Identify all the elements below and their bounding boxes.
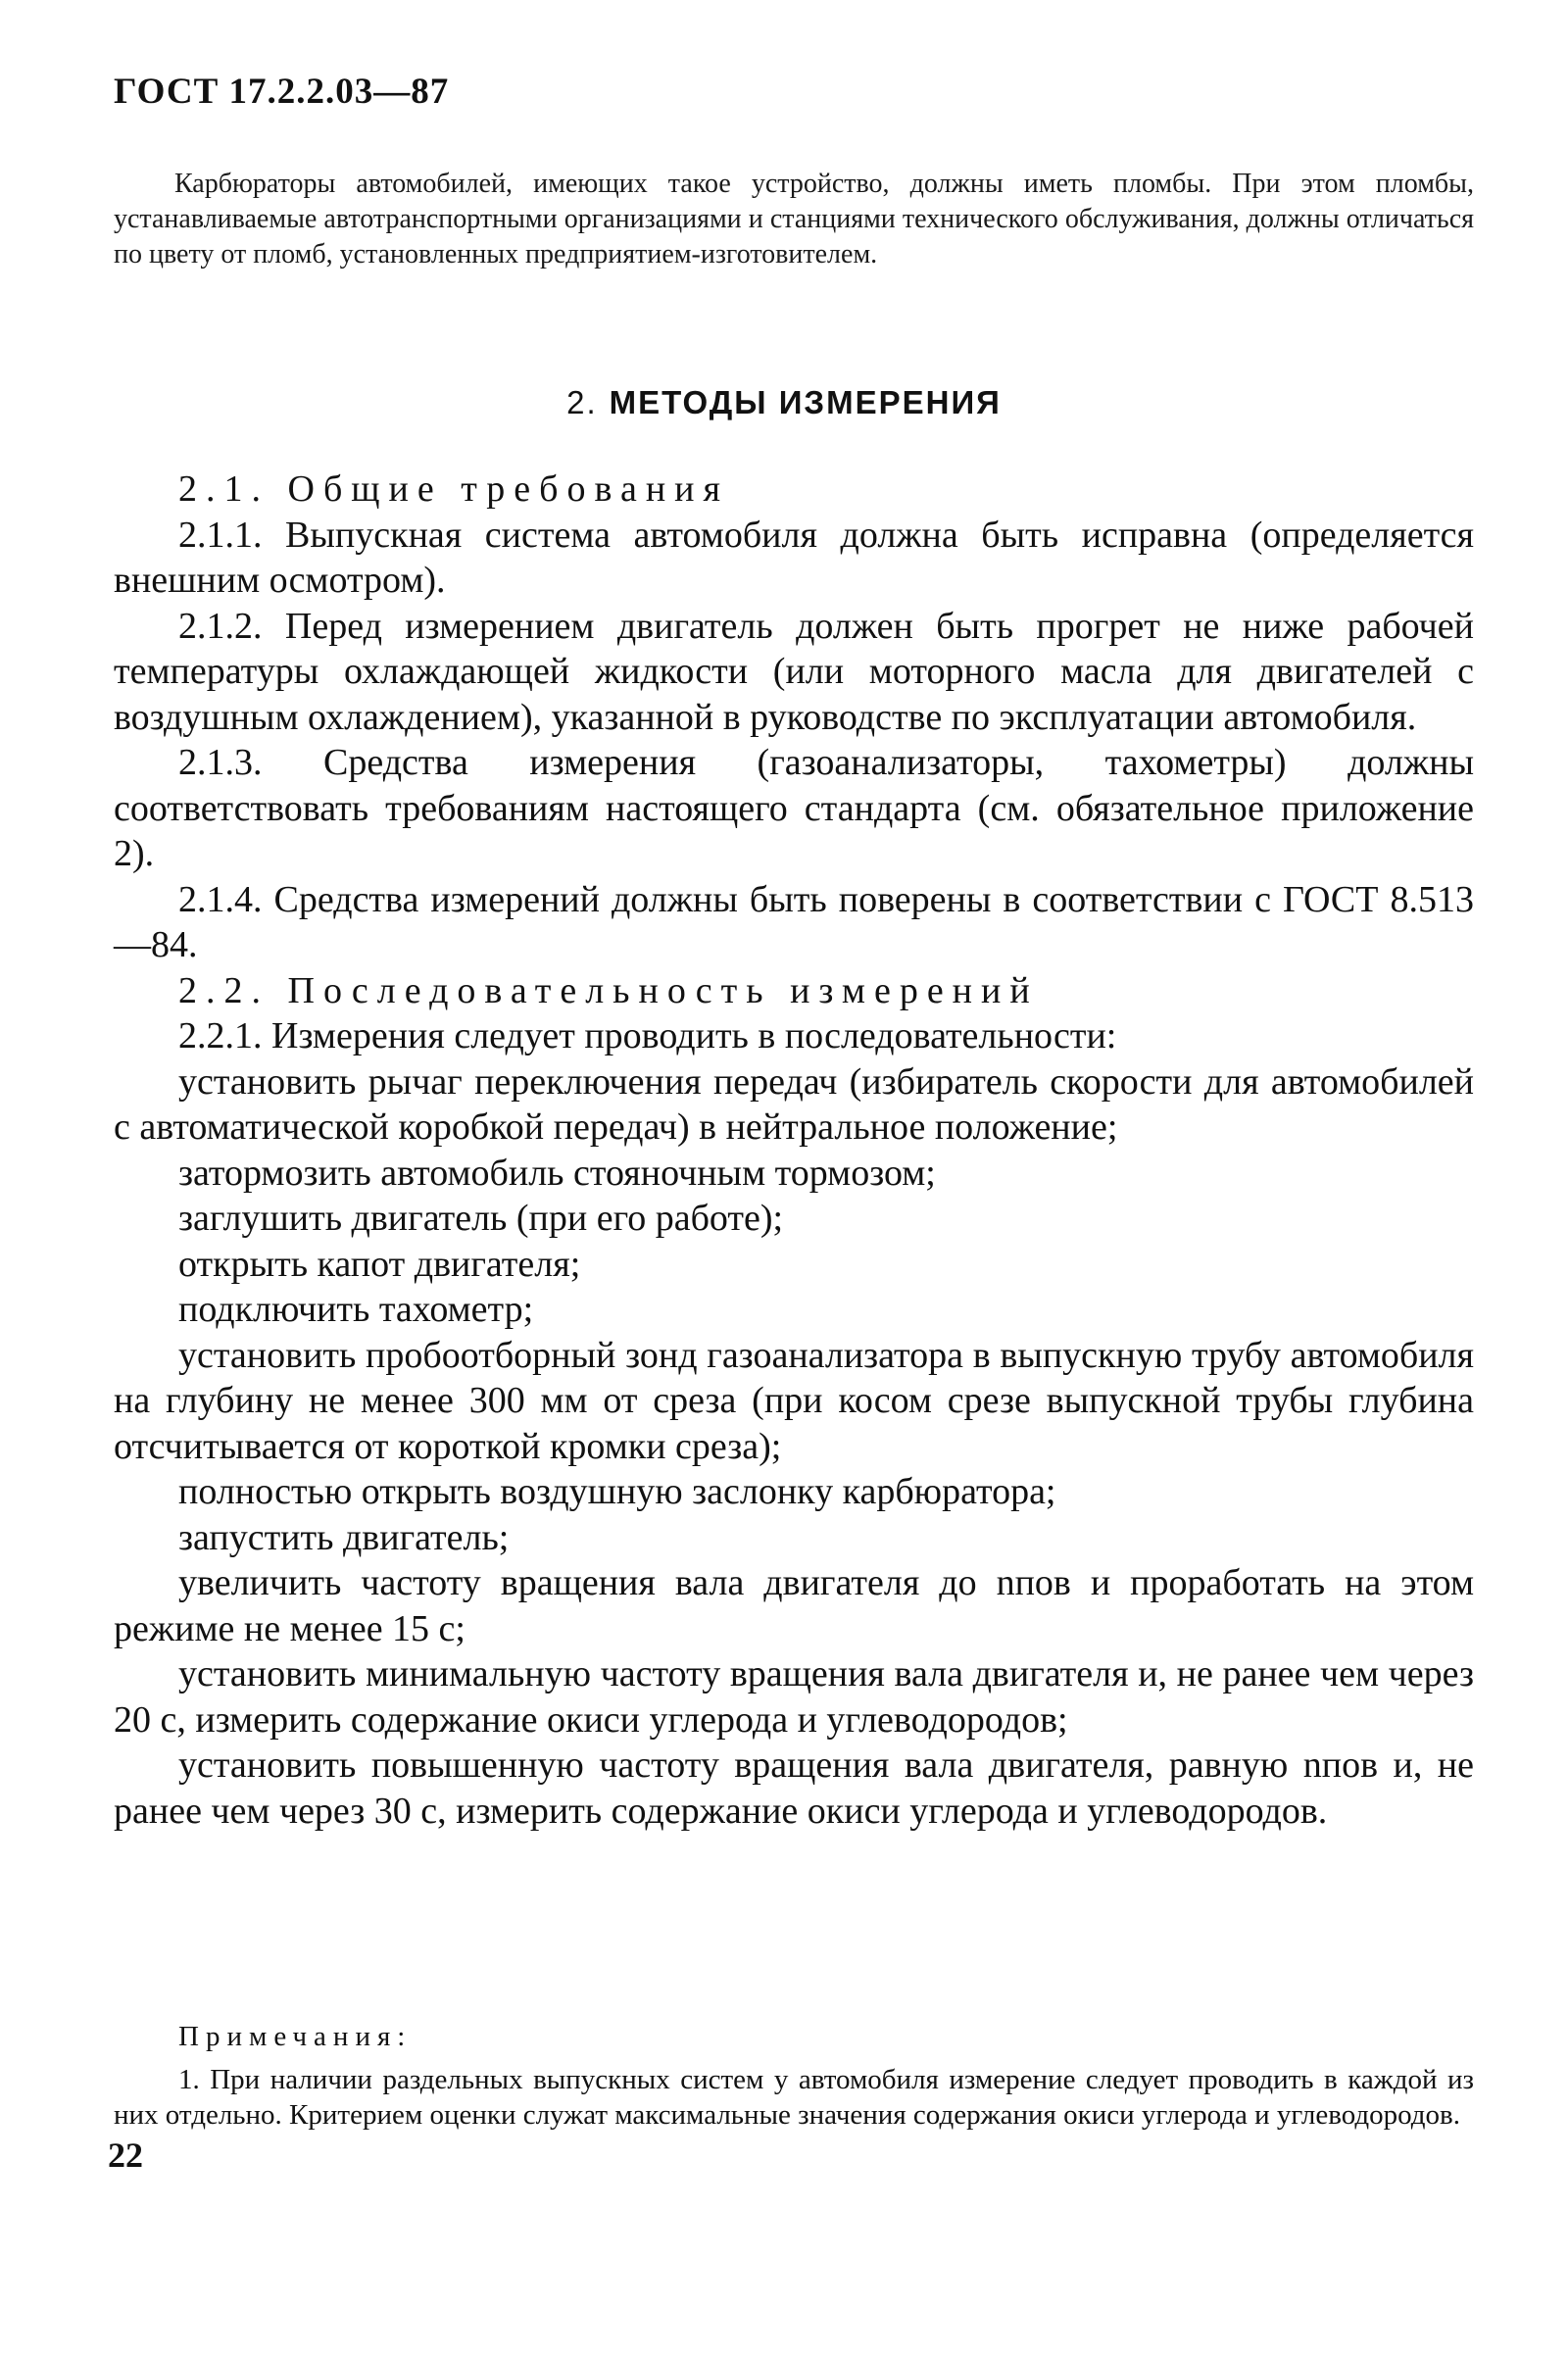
notes-title: Примечания: [178, 2021, 413, 2052]
step-start-engine: запустить двигатель; [178, 1516, 510, 1558]
section-body [114, 466, 1474, 1834]
paragraph-2-1-2: 2.1.2. Перед измерением двигатель должен быть прогрет не ниже рабочей температуры охлаждающей жидкости (или моторного масла для двигателей с воздушным охлаждением), указанной в руководстве по эксплуатации автомобиля. [114, 605, 1474, 738]
standard-header: ГОСТ 17.2.2.03—87 [114, 72, 450, 112]
paragraph-2-1-1: 2.1.1. Выпускная система автомобиля должна быть исправна (определяется внешним осмотром). [114, 514, 1474, 601]
step-min-speed-measure: установить минимальную частоту вращения вала двигателя и, не ранее чем через 20 с, измерить содержание окиси углерода и углеводородов; [114, 1653, 1474, 1741]
section-title: МЕТОДЫ ИЗМЕРЕНИЯ [609, 384, 1002, 420]
subsection-heading-general: 2.1. Общие требования [178, 468, 729, 510]
notes-block [114, 2019, 1474, 2133]
section-heading [0, 384, 1568, 421]
paragraph-2-1-3: 2.1.3. Средства измерения (газоанализаторы, тахометры) должны соответствовать требованиям настоящего стандарта (см. обязательное приложение 2). [114, 742, 1474, 874]
paragraph-2-1-4: 2.1.4. Средства измерений должны быть поверены в соответствии с ГОСТ 8.513—84. [114, 878, 1474, 965]
intro-paragraph: Карбюраторы автомобилей, имеющих такое устройство, должны иметь пломбы. При этом пломбы, устанавливаемые автотранспортными организациями и станциями технического обслуживания, должны отличаться по цвету от пломб, установленных предприятием-изготовителем. [114, 169, 1474, 270]
note-item-1: 1. При наличии раздельных выпускных систем у автомобиля измерение следует проводить в каждой из них отдельно. Критерием оценки служат максимальные значения содержания окиси углерода и углеводородов. [114, 2064, 1474, 2131]
paragraph-2-2-1: 2.2.1. Измерения следует проводить в последовательности: [178, 1015, 1117, 1056]
step-install-probe: установить пробоотборный зонд газоанализатора в выпускную трубу автомобиля на глубину не менее 300 мм от среза (при косом срезе выпускной трубы глубина отсчитывается от короткой кромки среза); [114, 1334, 1474, 1467]
step-open-hood: открыть капот двигателя; [178, 1243, 581, 1285]
step-parking-brake: затормозить автомобиль стояночным тормозом; [178, 1152, 936, 1194]
subsection-heading-sequence: 2.2. Последовательность измерений [178, 969, 1039, 1011]
step-increase-speed: увеличить частоту вращения вала двигателя до nпов и проработать на этом режиме не менее 15 с; [114, 1562, 1474, 1649]
step-open-choke: полностью открыть воздушную заслонку карбюратора; [178, 1471, 1056, 1512]
step-stop-engine: заглушить двигатель (при его работе); [178, 1198, 784, 1239]
section-number: 2. [566, 384, 598, 420]
step-connect-tachometer: подключить тахометр; [178, 1289, 534, 1330]
step-high-speed-measure: установить повышенную частоту вращения вала двигателя, равную nпов и, не ранее чем через 30 с, измерить содержание окиси углерода и углеводородов. [114, 1744, 1474, 1832]
step-gear-lever: установить рычаг переключения передач (избиратель скорости для автомобилей с автоматической коробкой передач) в нейтральное положение; [114, 1060, 1474, 1148]
intro-block [114, 167, 1474, 272]
page-number: 22 [108, 2136, 143, 2175]
